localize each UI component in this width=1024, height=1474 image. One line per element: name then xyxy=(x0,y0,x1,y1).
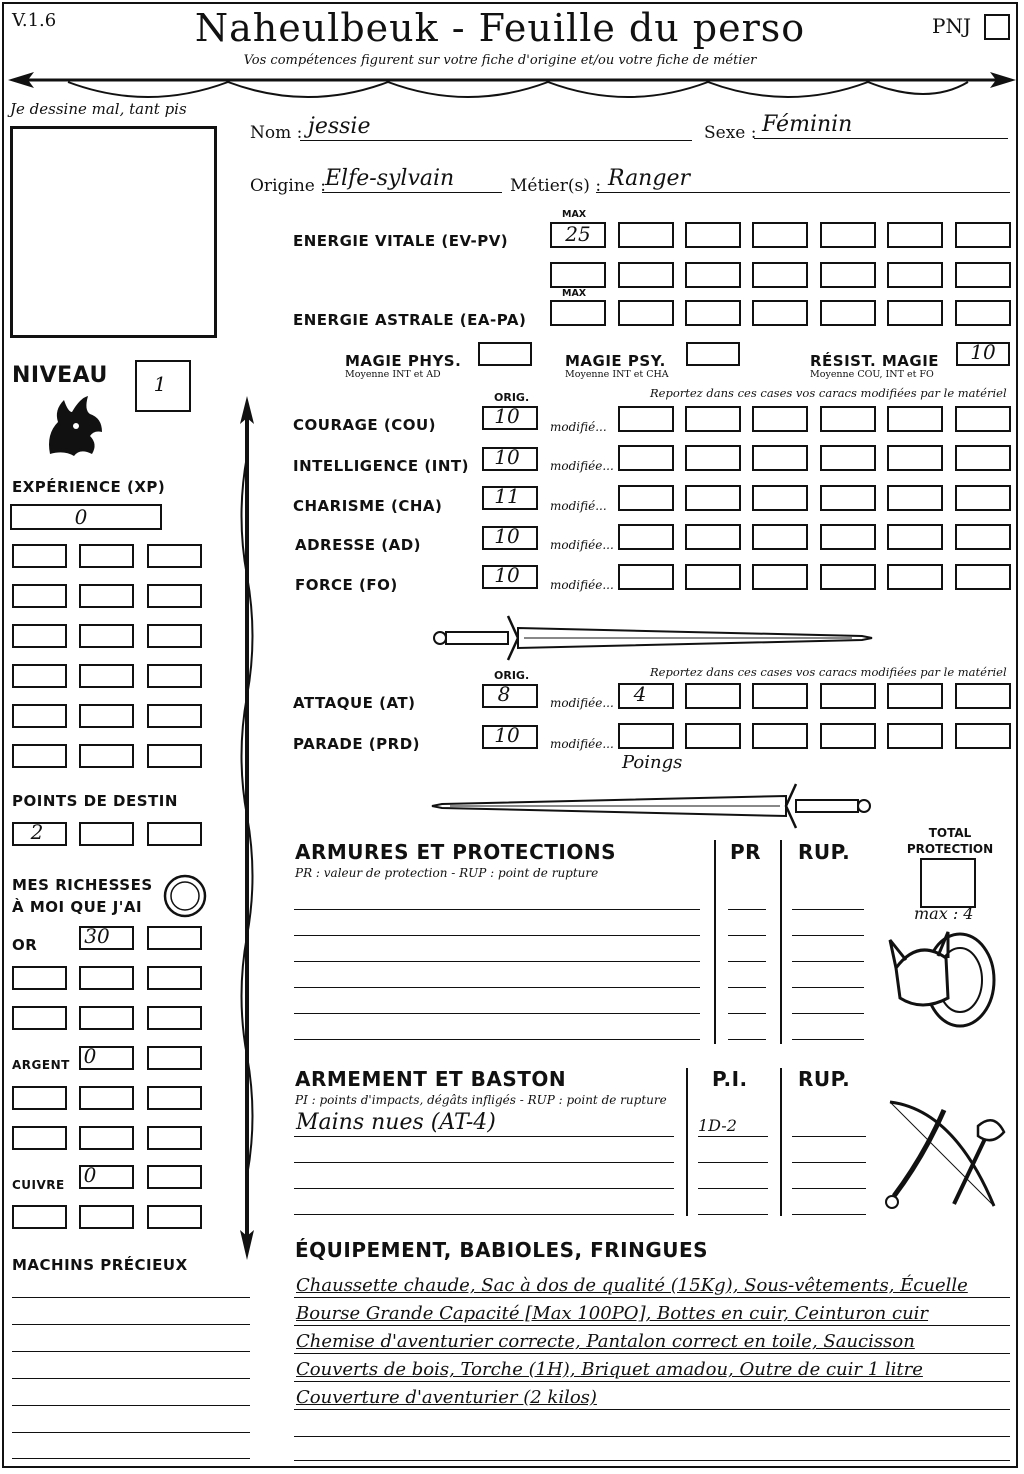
resist-magie-value: 10 xyxy=(970,340,996,364)
or-value: 30 xyxy=(84,924,110,948)
xp-label: EXPÉRIENCE (XP) xyxy=(12,478,166,496)
ev-box[interactable] xyxy=(887,222,943,248)
cou-mod-box[interactable] xyxy=(887,406,943,432)
argent-slot[interactable] xyxy=(79,1126,134,1150)
prd-mod-box[interactable] xyxy=(618,723,674,749)
precious-line[interactable] xyxy=(12,1297,250,1298)
ad-mod-box[interactable] xyxy=(887,524,943,550)
cou-label: COURAGE (COU) xyxy=(293,416,437,434)
xp-slot[interactable] xyxy=(12,664,67,688)
cuivre-slot[interactable] xyxy=(12,1205,67,1229)
coin-icon xyxy=(162,873,208,919)
origine-value[interactable]: Elfe-sylvain xyxy=(325,166,455,191)
pnj-label: PNJ xyxy=(932,14,971,38)
xp-slot[interactable] xyxy=(147,544,202,568)
armor-rup-line[interactable] xyxy=(792,1013,864,1014)
weapon-rup-line[interactable] xyxy=(792,1214,866,1215)
total-protection-max: max : 4 xyxy=(914,904,974,923)
resist-magie-label: RÉSIST. MAGIE xyxy=(810,352,940,370)
equipment-line[interactable]: Chemise d'aventurier correcte, Pantalon correct en toile, Saucisson xyxy=(296,1331,915,1352)
armor-rup-line[interactable] xyxy=(792,961,864,962)
precious-line[interactable] xyxy=(12,1432,250,1433)
metier-label: Métier(s) : xyxy=(510,176,602,196)
magie-psy-label: MAGIE PSY. xyxy=(565,352,666,370)
metier-underline xyxy=(596,192,1010,193)
xp-slot[interactable] xyxy=(12,544,67,568)
ev-box[interactable] xyxy=(955,222,1011,248)
xp-slot[interactable] xyxy=(79,584,134,608)
cha-mod-box[interactable] xyxy=(887,485,943,511)
int-modifie-label: modifiée... xyxy=(550,459,614,473)
argent-slot[interactable] xyxy=(79,1086,134,1110)
xp-slot[interactable] xyxy=(147,664,202,688)
precious-line[interactable] xyxy=(12,1458,250,1459)
at-modified-value: 4 xyxy=(633,682,647,706)
ad-mod-box[interactable] xyxy=(820,524,876,550)
cha-mod-box[interactable] xyxy=(685,485,741,511)
argent-slot[interactable] xyxy=(12,1086,67,1110)
combat-report-note: Reportez dans ces cases vos caracs modifiées par le matériel xyxy=(650,665,1007,679)
origine-label: Origine : xyxy=(250,176,326,196)
page-title: Naheulbeuk - Feuille du perso xyxy=(194,6,806,50)
weapon-pi-line[interactable] xyxy=(698,1214,768,1215)
cou-mod-box[interactable] xyxy=(820,406,876,432)
armor-row-line[interactable] xyxy=(294,1039,700,1040)
xp-slot[interactable] xyxy=(79,624,134,648)
int-mod-box[interactable] xyxy=(887,445,943,471)
equipment-row-line[interactable] xyxy=(294,1409,1010,1410)
machins-precieux-label: MACHINS PRÉCIEUX xyxy=(12,1256,188,1274)
cuivre-slot[interactable] xyxy=(147,1165,202,1189)
armor-row-line[interactable] xyxy=(294,961,700,962)
equipment-row-line[interactable] xyxy=(294,1460,1010,1461)
equipment-line[interactable]: Bourse Grande Capacité [Max 100PO], Bottes en cuir, Ceinturon cuir xyxy=(296,1303,929,1324)
ev-box[interactable] xyxy=(618,262,674,288)
or-slot[interactable] xyxy=(147,926,202,950)
cuivre-slot[interactable] xyxy=(79,1205,134,1229)
argent-value: 0 xyxy=(83,1044,97,1068)
weapon-pi-header: P.I. xyxy=(712,1067,748,1091)
argent-slot[interactable] xyxy=(147,1046,202,1070)
combat-orig-label: ORIG. xyxy=(494,669,530,682)
prd-mod-box[interactable] xyxy=(955,723,1011,749)
sword-ornament xyxy=(430,778,872,834)
ev-box[interactable] xyxy=(820,262,876,288)
weapons-icon xyxy=(884,1096,1006,1220)
magie-phys-note: Moyenne INT et AD xyxy=(345,369,441,380)
equipment-line[interactable]: Couverts de bois, Torche (1H), Briquet amadou, Outre de cuir 1 litre xyxy=(296,1359,923,1380)
at-label: ATTAQUE (AT) xyxy=(293,694,416,712)
ea-max-label: MAX xyxy=(562,288,587,299)
dragon-icon xyxy=(40,394,106,464)
weapon-row-line[interactable] xyxy=(294,1188,674,1189)
armor-row-line[interactable] xyxy=(294,1013,700,1014)
destin-value: 2 xyxy=(30,820,44,844)
ea-box[interactable] xyxy=(752,300,808,326)
armor-rup-line[interactable] xyxy=(792,1039,864,1040)
xp-slot[interactable] xyxy=(12,744,67,768)
ea-box[interactable] xyxy=(820,300,876,326)
int-value: 10 xyxy=(494,445,520,469)
armor-row-line[interactable] xyxy=(294,909,700,910)
armor-row-line[interactable] xyxy=(294,935,700,936)
weapon-pi-line[interactable] xyxy=(698,1136,768,1137)
ev-box[interactable] xyxy=(752,222,808,248)
equipment-row-line[interactable] xyxy=(294,1381,1010,1382)
ad-value: 10 xyxy=(494,524,520,548)
weapon-row-pi[interactable]: 1D-2 xyxy=(698,1116,737,1135)
at-mod-box[interactable] xyxy=(685,683,741,709)
total-protection-label-1: TOTAL xyxy=(928,826,972,840)
ev-box[interactable] xyxy=(955,262,1011,288)
xp-value: 0 xyxy=(74,505,88,529)
weapon-rup-line[interactable] xyxy=(792,1162,866,1163)
nom-underline xyxy=(300,140,692,141)
origine-underline xyxy=(322,192,502,193)
weapon-row-line[interactable] xyxy=(294,1162,674,1163)
int-mod-box[interactable] xyxy=(955,445,1011,471)
helmet-shield-icon xyxy=(888,928,998,1036)
magie-psy-box[interactable] xyxy=(686,342,740,366)
weapon-pi-line[interactable] xyxy=(698,1162,768,1163)
precious-line[interactable] xyxy=(12,1405,250,1406)
cha-mod-box[interactable] xyxy=(955,485,1011,511)
precious-line[interactable] xyxy=(12,1378,250,1379)
armor-rup-line[interactable] xyxy=(792,987,864,988)
fo-mod-box[interactable] xyxy=(820,564,876,590)
combat-note: Poings xyxy=(622,752,683,773)
ev-box[interactable] xyxy=(887,262,943,288)
at-mod-box[interactable] xyxy=(887,683,943,709)
cou-mod-box[interactable] xyxy=(752,406,808,432)
weapon-rup-line[interactable] xyxy=(792,1136,866,1137)
fo-mod-box[interactable] xyxy=(618,564,674,590)
ad-mod-box[interactable] xyxy=(752,524,808,550)
armor-pr-line[interactable] xyxy=(728,1039,766,1040)
armures-title: ARMURES ET PROTECTIONS xyxy=(295,840,616,864)
total-protection-box[interactable] xyxy=(920,858,976,908)
cou-mod-box[interactable] xyxy=(618,406,674,432)
cha-value: 11 xyxy=(494,484,520,508)
stats-report-note: Reportez dans ces cases vos caracs modifiées par le matériel xyxy=(650,386,1007,400)
armor-row-line[interactable] xyxy=(294,987,700,988)
fo-mod-box[interactable] xyxy=(887,564,943,590)
prd-label: PARADE (PRD) xyxy=(293,735,421,753)
xp-slot[interactable] xyxy=(147,624,202,648)
fo-mod-box[interactable] xyxy=(955,564,1011,590)
cuivre-value: 0 xyxy=(83,1163,97,1187)
ad-modifie-label: modifiée... xyxy=(550,538,614,552)
nom-label: Nom : xyxy=(250,123,303,143)
armor-pr-line[interactable] xyxy=(728,987,766,988)
ev-max-value: 25 xyxy=(565,222,591,246)
prd-value: 10 xyxy=(494,723,520,747)
cuivre-label: CUIVRE xyxy=(12,1178,65,1192)
portrait-caption: Je dessine mal, tant pis xyxy=(10,100,187,118)
equipment-row-line[interactable] xyxy=(294,1353,1010,1354)
ea-box[interactable] xyxy=(685,300,741,326)
cou-value: 10 xyxy=(494,404,520,428)
prd-mod-box[interactable] xyxy=(685,723,741,749)
cha-mod-box[interactable] xyxy=(752,485,808,511)
armor-pr-line[interactable] xyxy=(728,909,766,910)
fo-mod-box[interactable] xyxy=(685,564,741,590)
or-slot[interactable] xyxy=(12,1006,67,1030)
armor-rup-line[interactable] xyxy=(792,909,864,910)
weapon-col-divider xyxy=(686,1068,688,1216)
weapon-rup-line[interactable] xyxy=(792,1188,866,1189)
metier-value[interactable]: Ranger xyxy=(608,166,690,191)
at-mod-box[interactable] xyxy=(820,683,876,709)
cou-modifie-label: modifié... xyxy=(550,420,607,434)
weapon-row-line[interactable] xyxy=(294,1136,674,1137)
equipment-row-line[interactable] xyxy=(294,1325,1010,1326)
ev-label: ENERGIE VITALE (EV-PV) xyxy=(293,232,509,250)
or-label: OR xyxy=(12,936,38,954)
xp-slot[interactable] xyxy=(12,584,67,608)
fo-label: FORCE (FO) xyxy=(295,576,398,594)
ev-box[interactable] xyxy=(752,262,808,288)
xp-slot[interactable] xyxy=(79,704,134,728)
ev-box[interactable] xyxy=(820,222,876,248)
ea-label: ENERGIE ASTRALE (EA-PA) xyxy=(293,311,527,329)
armement-note: PI : points d'impacts, dégâts infligés - RUP : point de rupture xyxy=(295,1093,667,1107)
weapon-row-name[interactable]: Mains nues (AT-4) xyxy=(296,1110,496,1135)
equipment-row-line[interactable] xyxy=(294,1436,1010,1437)
magie-phys-label: MAGIE PHYS. xyxy=(345,352,462,370)
spear-ornament xyxy=(232,396,262,1260)
armor-pr-line[interactable] xyxy=(728,1013,766,1014)
sword-ornament xyxy=(432,610,874,666)
version-label: V.1.6 xyxy=(12,10,57,31)
cou-mod-box[interactable] xyxy=(955,406,1011,432)
armor-col-divider xyxy=(780,840,782,1044)
xp-slot[interactable] xyxy=(79,664,134,688)
int-mod-box[interactable] xyxy=(685,445,741,471)
xp-slot[interactable] xyxy=(147,584,202,608)
equipment-line[interactable]: Couverture d'aventurier (2 kilos) xyxy=(296,1387,597,1408)
cha-mod-box[interactable] xyxy=(618,485,674,511)
ev-box[interactable] xyxy=(618,222,674,248)
at-mod-box[interactable] xyxy=(955,683,1011,709)
cuivre-slot[interactable] xyxy=(147,1205,202,1229)
at-modifie-label: modifiée... xyxy=(550,696,614,710)
destin-label: POINTS DE DESTIN xyxy=(12,792,178,810)
xp-slot[interactable] xyxy=(79,744,134,768)
xp-slot[interactable] xyxy=(12,704,67,728)
armor-pr-line[interactable] xyxy=(728,961,766,962)
ea-box[interactable] xyxy=(618,300,674,326)
precious-line[interactable] xyxy=(12,1324,250,1325)
magie-phys-box[interactable] xyxy=(478,342,532,366)
prd-mod-box[interactable] xyxy=(820,723,876,749)
prd-mod-box[interactable] xyxy=(752,723,808,749)
xp-slot[interactable] xyxy=(147,704,202,728)
fo-value: 10 xyxy=(494,563,520,587)
armures-note: PR : valeur de protection - RUP : point de rupture xyxy=(295,866,599,880)
weapon-col-divider xyxy=(780,1068,782,1216)
argent-slot[interactable] xyxy=(12,1126,67,1150)
equipement-title: ÉQUIPEMENT, BABIOLES, FRINGUES xyxy=(295,1238,709,1262)
ea-box[interactable] xyxy=(887,300,943,326)
sexe-underline xyxy=(754,138,1008,139)
destin-slot[interactable] xyxy=(147,822,202,846)
or-slot[interactable] xyxy=(147,966,202,990)
resist-magie-note: Moyenne COU, INT et FO xyxy=(810,369,934,380)
pnj-checkbox[interactable] xyxy=(984,14,1010,40)
weapon-pi-line[interactable] xyxy=(698,1188,768,1189)
argent-slot[interactable] xyxy=(147,1126,202,1150)
argent-slot[interactable] xyxy=(147,1086,202,1110)
destin-slot[interactable] xyxy=(79,822,134,846)
richesses-label-1: MES RICHESSES xyxy=(12,876,153,894)
armor-pr-line[interactable] xyxy=(728,935,766,936)
ea-box[interactable] xyxy=(955,300,1011,326)
weapon-rup-header: RUP. xyxy=(798,1067,851,1091)
at-value: 8 xyxy=(497,682,511,706)
prd-modifie-label: modifiée... xyxy=(550,737,614,751)
ad-mod-box[interactable] xyxy=(955,524,1011,550)
int-mod-box[interactable] xyxy=(752,445,808,471)
cha-mod-box[interactable] xyxy=(820,485,876,511)
fo-modifie-label: modifiée... xyxy=(550,578,614,592)
int-label: INTELLIGENCE (INT) xyxy=(293,457,469,475)
argent-label: ARGENT xyxy=(12,1058,70,1072)
armor-col-divider xyxy=(714,840,716,1044)
cha-modifie-label: modifié... xyxy=(550,499,607,513)
ev-max-label: MAX xyxy=(562,209,587,220)
nom-value[interactable]: jessie xyxy=(308,114,371,139)
armement-title: ARMEMENT ET BASTON xyxy=(295,1067,567,1091)
weapon-row-line[interactable] xyxy=(294,1214,674,1215)
or-slot[interactable] xyxy=(79,966,134,990)
niveau-label: NIVEAU xyxy=(12,363,108,388)
or-slot[interactable] xyxy=(147,1006,202,1030)
ad-label: ADRESSE (AD) xyxy=(295,536,422,554)
total-protection-label-2: PROTECTION xyxy=(906,842,994,856)
or-slot[interactable] xyxy=(12,966,67,990)
ev-box[interactable] xyxy=(685,262,741,288)
richesses-label-2: À MOI QUE J'AI xyxy=(12,898,143,916)
stats-orig-label: ORIG. xyxy=(494,391,530,404)
niveau-value: 1 xyxy=(153,372,167,396)
equipment-row-line[interactable] xyxy=(294,1297,1010,1298)
xp-slot[interactable] xyxy=(147,744,202,768)
ev-box[interactable] xyxy=(550,262,606,288)
sexe-label: Sexe : xyxy=(704,123,757,143)
armor-pr-header: PR xyxy=(730,840,762,864)
page-subtitle: Vos compétences figurent sur votre fiche d'origine et/ou votre fiche de métier xyxy=(243,53,757,68)
equipment-line[interactable]: Chaussette chaude, Sac à dos de qualité (15Kg), Sous-vêtements, Écuelle xyxy=(296,1275,968,1296)
at-mod-box[interactable] xyxy=(752,683,808,709)
sexe-value[interactable]: Féminin xyxy=(762,112,853,137)
cha-label: CHARISME (CHA) xyxy=(293,497,443,515)
ea-max-box[interactable] xyxy=(550,300,606,326)
xp-slot[interactable] xyxy=(79,544,134,568)
precious-line[interactable] xyxy=(12,1351,250,1352)
armor-rup-header: RUP. xyxy=(798,840,851,864)
or-slot[interactable] xyxy=(79,1006,134,1030)
xp-slot[interactable] xyxy=(12,624,67,648)
ad-mod-box[interactable] xyxy=(618,524,674,550)
int-mod-box[interactable] xyxy=(820,445,876,471)
ev-box[interactable] xyxy=(685,222,741,248)
fo-mod-box[interactable] xyxy=(752,564,808,590)
prd-mod-box[interactable] xyxy=(887,723,943,749)
portrait-box[interactable] xyxy=(10,126,217,338)
cou-mod-box[interactable] xyxy=(685,406,741,432)
int-mod-box[interactable] xyxy=(618,445,674,471)
armor-rup-line[interactable] xyxy=(792,935,864,936)
ad-mod-box[interactable] xyxy=(685,524,741,550)
magie-psy-note: Moyenne INT et CHA xyxy=(565,369,669,380)
